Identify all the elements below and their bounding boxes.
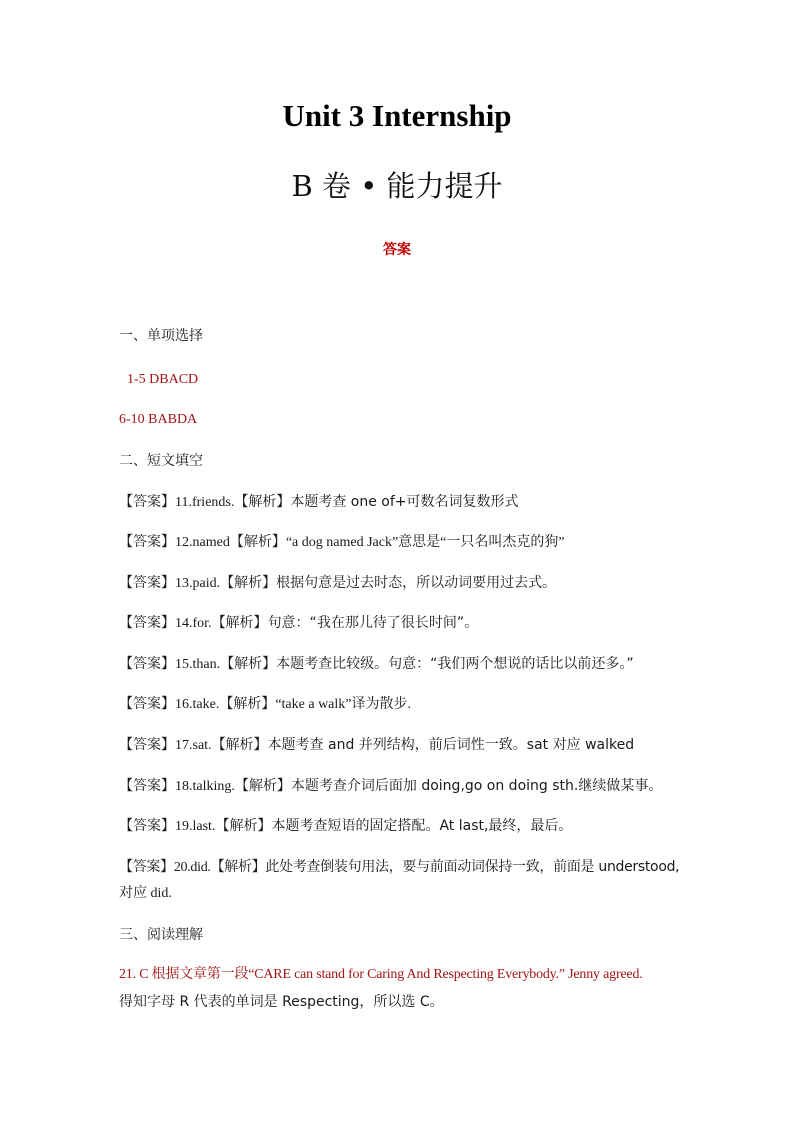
analysis-tag: 【解析】 bbox=[215, 818, 272, 834]
answer-item-19 bbox=[119, 816, 685, 837]
document-title: Unit 3 Internship bbox=[282, 98, 512, 133]
answer-tag: 【答案】 bbox=[119, 575, 175, 591]
answer-value: 18.talking. bbox=[175, 779, 235, 794]
analysis-text: 此处考查倒装句用法，要与前面动词保持一致，前面是 understood, bbox=[265, 859, 680, 875]
answer-tag: 【答案】 bbox=[119, 818, 175, 834]
answer-item-14 bbox=[119, 613, 685, 634]
answer-value: 17.sat. bbox=[175, 738, 212, 753]
analysis-tag: 【解析】 bbox=[219, 696, 276, 712]
answer-item-18 bbox=[119, 776, 685, 797]
answer-value: 11.friends. bbox=[175, 495, 235, 510]
answer-tag: 【答案】 bbox=[119, 737, 175, 753]
analysis-tag: 【解析】 bbox=[211, 737, 268, 753]
answer-tag: 【答案】 bbox=[119, 696, 175, 712]
answer-item-15 bbox=[119, 654, 685, 675]
answer-value: 19.last. bbox=[175, 819, 216, 834]
answer-item-12 bbox=[119, 532, 685, 553]
analysis-text: 句意：“我在那儿待了很长时间”。 bbox=[267, 615, 479, 631]
answer-item-20-continuation: 对应 did. bbox=[119, 886, 172, 901]
answer-line-6-10: 6-10 BABDA bbox=[119, 412, 198, 427]
analysis-tag: 【解析】 bbox=[211, 615, 268, 631]
answer-item-11 bbox=[119, 492, 685, 513]
reading-answer-21-line1: 21. C 根据文章第一段“CARE can stand for Caring And Respecting Everybody.” Jenny agreed. bbox=[119, 967, 643, 982]
analysis-tag: 【解析】 bbox=[210, 859, 266, 875]
answer-heading: 答案 bbox=[383, 242, 411, 258]
analysis-tag: 【解析】 bbox=[220, 656, 277, 672]
answer-value: 15.than. bbox=[175, 657, 221, 672]
answer-tag: 【答案】 bbox=[119, 656, 175, 672]
analysis-text: 本题考查比较级。句意：“我们两个想说的话比以前还多。” bbox=[276, 656, 634, 672]
analysis-tag: 【解析】 bbox=[234, 494, 291, 510]
answer-value: 13.paid. bbox=[175, 576, 221, 591]
analysis-text: 本题考查 and 并列结构，前后词性一致。sat 对应 walked bbox=[267, 737, 635, 753]
answer-line-1-5: 1-5 DBACD bbox=[127, 372, 199, 387]
answer-value: 12.named bbox=[175, 535, 230, 550]
analysis-text: 本题考查 one of+可数名词复数形式 bbox=[290, 494, 519, 510]
answer-tag: 【答案】 bbox=[119, 859, 174, 875]
analysis-tag: 【解析】 bbox=[229, 534, 286, 550]
answer-tag: 【答案】 bbox=[119, 534, 175, 550]
analysis-text: 本题考查介词后面加 doing,go on doing sth.继续做某事。 bbox=[290, 778, 663, 794]
reading-answer-21-line2: 得知字母 R 代表的单词是 Respecting，所以选 C。 bbox=[119, 994, 444, 1010]
section-heading-cloze: 二、短文填空 bbox=[119, 453, 203, 469]
answer-item-13 bbox=[119, 573, 685, 594]
analysis-text: “a dog named Jack”意思是“一只名叫杰克的狗” bbox=[285, 535, 565, 550]
answer-value: 16.take. bbox=[175, 697, 220, 712]
section-heading-reading: 三、阅读理解 bbox=[119, 927, 203, 943]
analysis-tag: 【解析】 bbox=[234, 778, 291, 794]
section-heading-single-choice: 一、单项选择 bbox=[119, 328, 203, 344]
answer-value: 20.did. bbox=[173, 860, 211, 875]
answer-item-20 bbox=[119, 857, 685, 878]
answer-tag: 【答案】 bbox=[119, 494, 175, 510]
answer-tag: 【答案】 bbox=[119, 615, 175, 631]
document-subtitle: B 卷 • 能力提升 bbox=[291, 169, 503, 203]
analysis-text: “take a walk”译为散步. bbox=[275, 697, 412, 712]
answer-tag: 【答案】 bbox=[119, 778, 175, 794]
answer-item-16 bbox=[119, 694, 685, 715]
analysis-tag: 【解析】 bbox=[220, 575, 277, 591]
analysis-text: 本题考查短语的固定搭配。At last,最终，最后。 bbox=[271, 818, 573, 834]
analysis-text: 根据句意是过去时态，所以动词要用过去式。 bbox=[276, 575, 557, 591]
answer-item-17 bbox=[119, 735, 685, 756]
answer-value: 14.for. bbox=[175, 616, 212, 631]
